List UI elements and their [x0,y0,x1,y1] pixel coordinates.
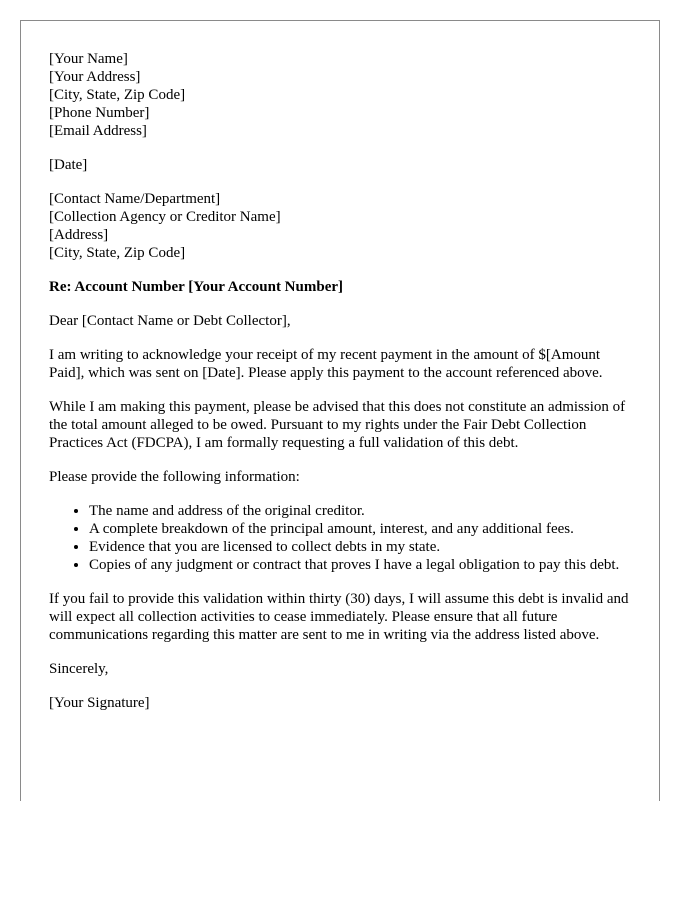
paragraph-info-intro: Please provide the following information: [49,469,300,485]
recipient-contact: [Contact Name/Department] [49,191,221,207]
recipient-agency: [Collection Agency or Creditor Name] [49,209,281,225]
paragraph-closing: If you fail to provide this validation within thirty (30) days, I will assume this debt is invalid and will expect all collection activities to cease immediately. Please ensure that all future communications regarding this matter are sent to me in writing via the address listed above. [49,591,629,643]
letter-date: [Date] [49,157,88,173]
complimentary-close: Sincerely, [49,661,109,677]
sender-block [49,50,629,140]
letter-page [20,20,660,801]
recipient-city-state-zip: [City, State, Zip Code] [49,245,186,261]
list-item: • Evidence that you are licensed to collect debts in my state. [89,538,629,556]
paragraph-payment-acknowledgement: I am writing to acknowledge your receipt of my recent payment in the amount of $[Amount Paid], which was sent on [Date]. Please apply this payment to the account referenced above. [49,347,603,381]
subject-line: Re: Account Number [Your Account Number] [49,279,344,295]
sender-address: [Your Address] [49,69,141,85]
requested-items-list [49,502,629,574]
list-item: • Copies of any judgment or contract that proves I have a legal obligation to pay this debt. [89,556,629,574]
paragraph-validation-request: While I am making this payment, please be advised that this does not constitute an admission of the total amount alleged to be owed. Pursuant to my rights under the Fair Debt Collection Practices Act (FDCPA), I am formally requesting a full validation of this debt. [49,399,626,451]
sender-phone: [Phone Number] [49,105,150,121]
letter-body [49,50,629,712]
recipient-address: [Address] [49,227,109,243]
list-item: • A complete breakdown of the principal amount, interest, and any additional fees. [89,520,629,538]
sender-email: [Email Address] [49,123,147,139]
sender-city-state-zip: [City, State, Zip Code] [49,87,186,103]
date-block [49,156,629,174]
sender-name: [Your Name] [49,51,128,67]
list-item: • The name and address of the original creditor. [89,502,629,520]
salutation: Dear [Contact Name or Debt Collector], [49,313,291,329]
recipient-block [49,190,629,262]
signature-line: [Your Signature] [49,695,150,711]
